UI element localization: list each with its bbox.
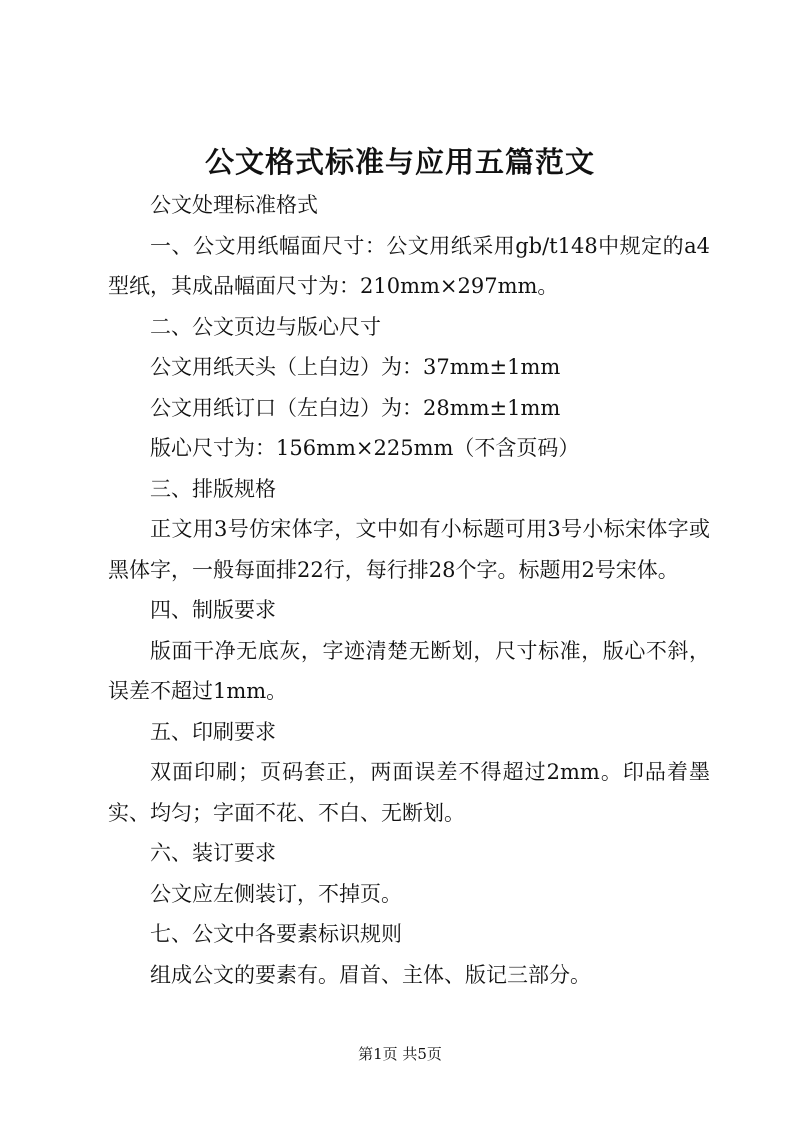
- paragraph: 正文用3号仿宋体字，文中如有小标题可用3号小标宋体字或黑体字，一般每面排22行，每行排28个字。标题用2号宋体。: [108, 517, 710, 582]
- paragraph: 版心尺寸为：156mm×225mm（不含页码）: [150, 436, 580, 460]
- paragraph: 七、公文中各要素标识规则: [150, 922, 402, 946]
- paragraph: 五、印刷要求: [150, 719, 276, 744]
- paragraph: 版面干净无底灰，字迹清楚无断划，尺寸标准，版心不斜，误差不超过1mm。: [108, 638, 710, 703]
- page-number-footer: 第1页 共5页: [358, 1045, 442, 1063]
- paragraph: 二、公文页边与版心尺寸: [150, 314, 381, 339]
- paragraph: 一、公文用纸幅面尺寸：公文用纸采用gb/t148中规定的a4型纸，其成品幅面尺寸为：210mm×297mm。: [108, 233, 710, 298]
- paragraph: 三、排版规格: [150, 476, 276, 501]
- paragraph: 组成公文的要素有。眉首、主体、版记三部分。: [150, 962, 591, 987]
- paragraph: 公文应左侧装订，不掉页。: [150, 881, 402, 906]
- paragraph: 四、制版要求: [150, 598, 276, 622]
- paragraph: 六、装订要求: [150, 841, 276, 865]
- paragraph: 双面印刷；页码套正，两面误差不得超过2mm。印品着墨实、均匀；字面不花、不白、无断划。: [108, 760, 710, 825]
- paragraph: 公文用纸订口（左白边）为：28mm±1mm: [150, 395, 561, 420]
- document-title: 公文格式标准与应用五篇范文: [204, 145, 595, 179]
- document-body: [108, 185, 710, 995]
- paragraph: 公文用纸天头（上白边）为：37mm±1mm: [150, 355, 561, 379]
- paragraph: 公文处理标准格式: [150, 193, 318, 217]
